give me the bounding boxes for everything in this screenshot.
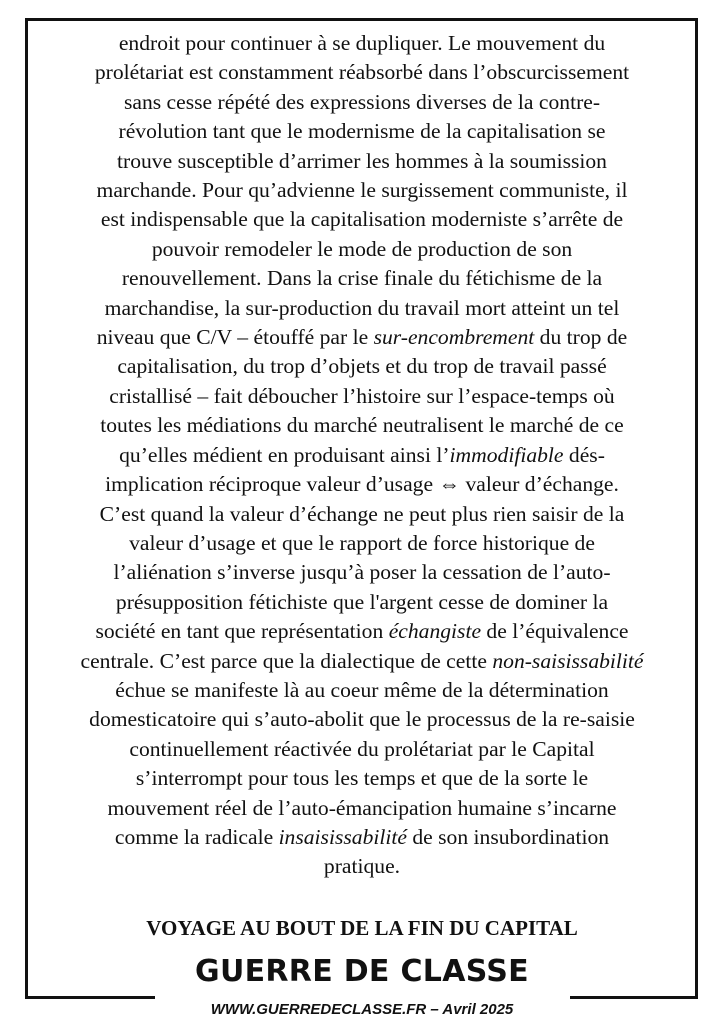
- frame-top-border: [25, 18, 698, 21]
- text-line: renouvellement. Dans la crise finale du fétichisme de la: [121, 266, 603, 291]
- text-line: valeur d’usage et que le rapport de force historique de: [129, 530, 595, 555]
- italic-term: immodifiable: [449, 442, 564, 467]
- website-date-footer: WWW.GUERREDECLASSE.FR – Avril 2025: [210, 1001, 514, 1018]
- text-line: domesticatoire qui s’auto-abolit que le processus de la re-saisie: [89, 707, 635, 732]
- text-line: [30, 441, 694, 470]
- text-segment: société en tant que représentation: [95, 619, 389, 644]
- text-line: [30, 647, 694, 676]
- text-line: l’aliénation s’inverse jusqu’à poser la cessation de l’auto-: [113, 560, 611, 585]
- text-segment: niveau que C/V – étouffé par le: [96, 325, 374, 350]
- text-line: trouve susceptible d’arrimer les hommes à la soumission: [117, 148, 607, 173]
- text-line: présupposition fétichiste que l'argent cesse de dominer la: [115, 589, 609, 614]
- article-title: VOYAGE AU BOUT DE LA FIN DU CAPITAL: [146, 916, 578, 940]
- text-segment: centrale. C’est parce que la dialectique de cette: [80, 648, 493, 673]
- text-line: [30, 617, 694, 646]
- text-line: capitalisation, du trop d’objets et du trop de travail passé: [117, 354, 607, 379]
- frame-right-border: [695, 18, 698, 999]
- text-segment: de l’équivalence: [481, 619, 629, 644]
- text-line: révolution tant que le modernisme de la capitalisation se: [118, 119, 606, 144]
- text-line: [30, 323, 694, 352]
- text-segment: comme la radicale: [114, 824, 279, 849]
- frame-bottom-left-border: [25, 996, 155, 999]
- frame-bottom-right-border: [570, 996, 698, 999]
- italic-term: non-saisissabilité: [492, 648, 644, 673]
- text-line: sans cesse répété des expressions diverses de la contre-: [123, 89, 601, 114]
- text-line: pouvoir remodeler le mode de production de son: [151, 236, 573, 261]
- text-line: cristallisé – fait déboucher l’histoire sur l’espace-temps où: [109, 383, 615, 408]
- text-line: implication réciproque valeur d’usage ⇔ valeur d’échange.: [105, 472, 619, 497]
- text-line: continuellement réactivée du prolétariat par le Capital: [129, 736, 595, 761]
- text-segment: dés-: [563, 442, 605, 467]
- text-line: endroit pour continuer à se dupliquer. Le mouvement du: [118, 31, 606, 55]
- text-segment: du trop de: [534, 325, 628, 350]
- text-line: prolétariat est constamment réabsorbé dans l’obscurcissement: [94, 60, 630, 85]
- text-line: toutes les médiations du marché neutralisent le marché de ce: [100, 413, 624, 438]
- text-line: marchandise, la sur-production du travail mort atteint un tel: [104, 295, 620, 320]
- text-line: marchande. Pour qu’advienne le surgissement communiste, il: [96, 178, 628, 203]
- body-paragraph: [30, 29, 694, 882]
- text-line: [30, 823, 694, 852]
- publication-name: GUERRE DE CLASSE: [195, 954, 529, 989]
- italic-term: sur-encombrement: [373, 325, 535, 350]
- text-segment: qu’elles médient en produisant ainsi l’: [119, 442, 450, 467]
- text-line: échue se manifeste là au coeur même de la détermination: [115, 677, 609, 702]
- text-line: est indispensable que la capitalisation moderniste s’arrête de: [100, 207, 624, 232]
- text-line: pratique.: [323, 854, 401, 879]
- text-segment: de son insubordination: [406, 824, 610, 849]
- text-line: s’interrompt pour tous les temps et que de la sorte le: [135, 766, 589, 791]
- italic-term: échangiste: [388, 619, 482, 644]
- italic-term: insaisissabilité: [278, 824, 407, 849]
- frame-left-border: [25, 18, 28, 999]
- text-line: C’est quand la valeur d’échange ne peut plus rien saisir de la: [99, 501, 625, 526]
- text-line: mouvement réel de l’auto-émancipation humaine s’incarne: [107, 795, 617, 820]
